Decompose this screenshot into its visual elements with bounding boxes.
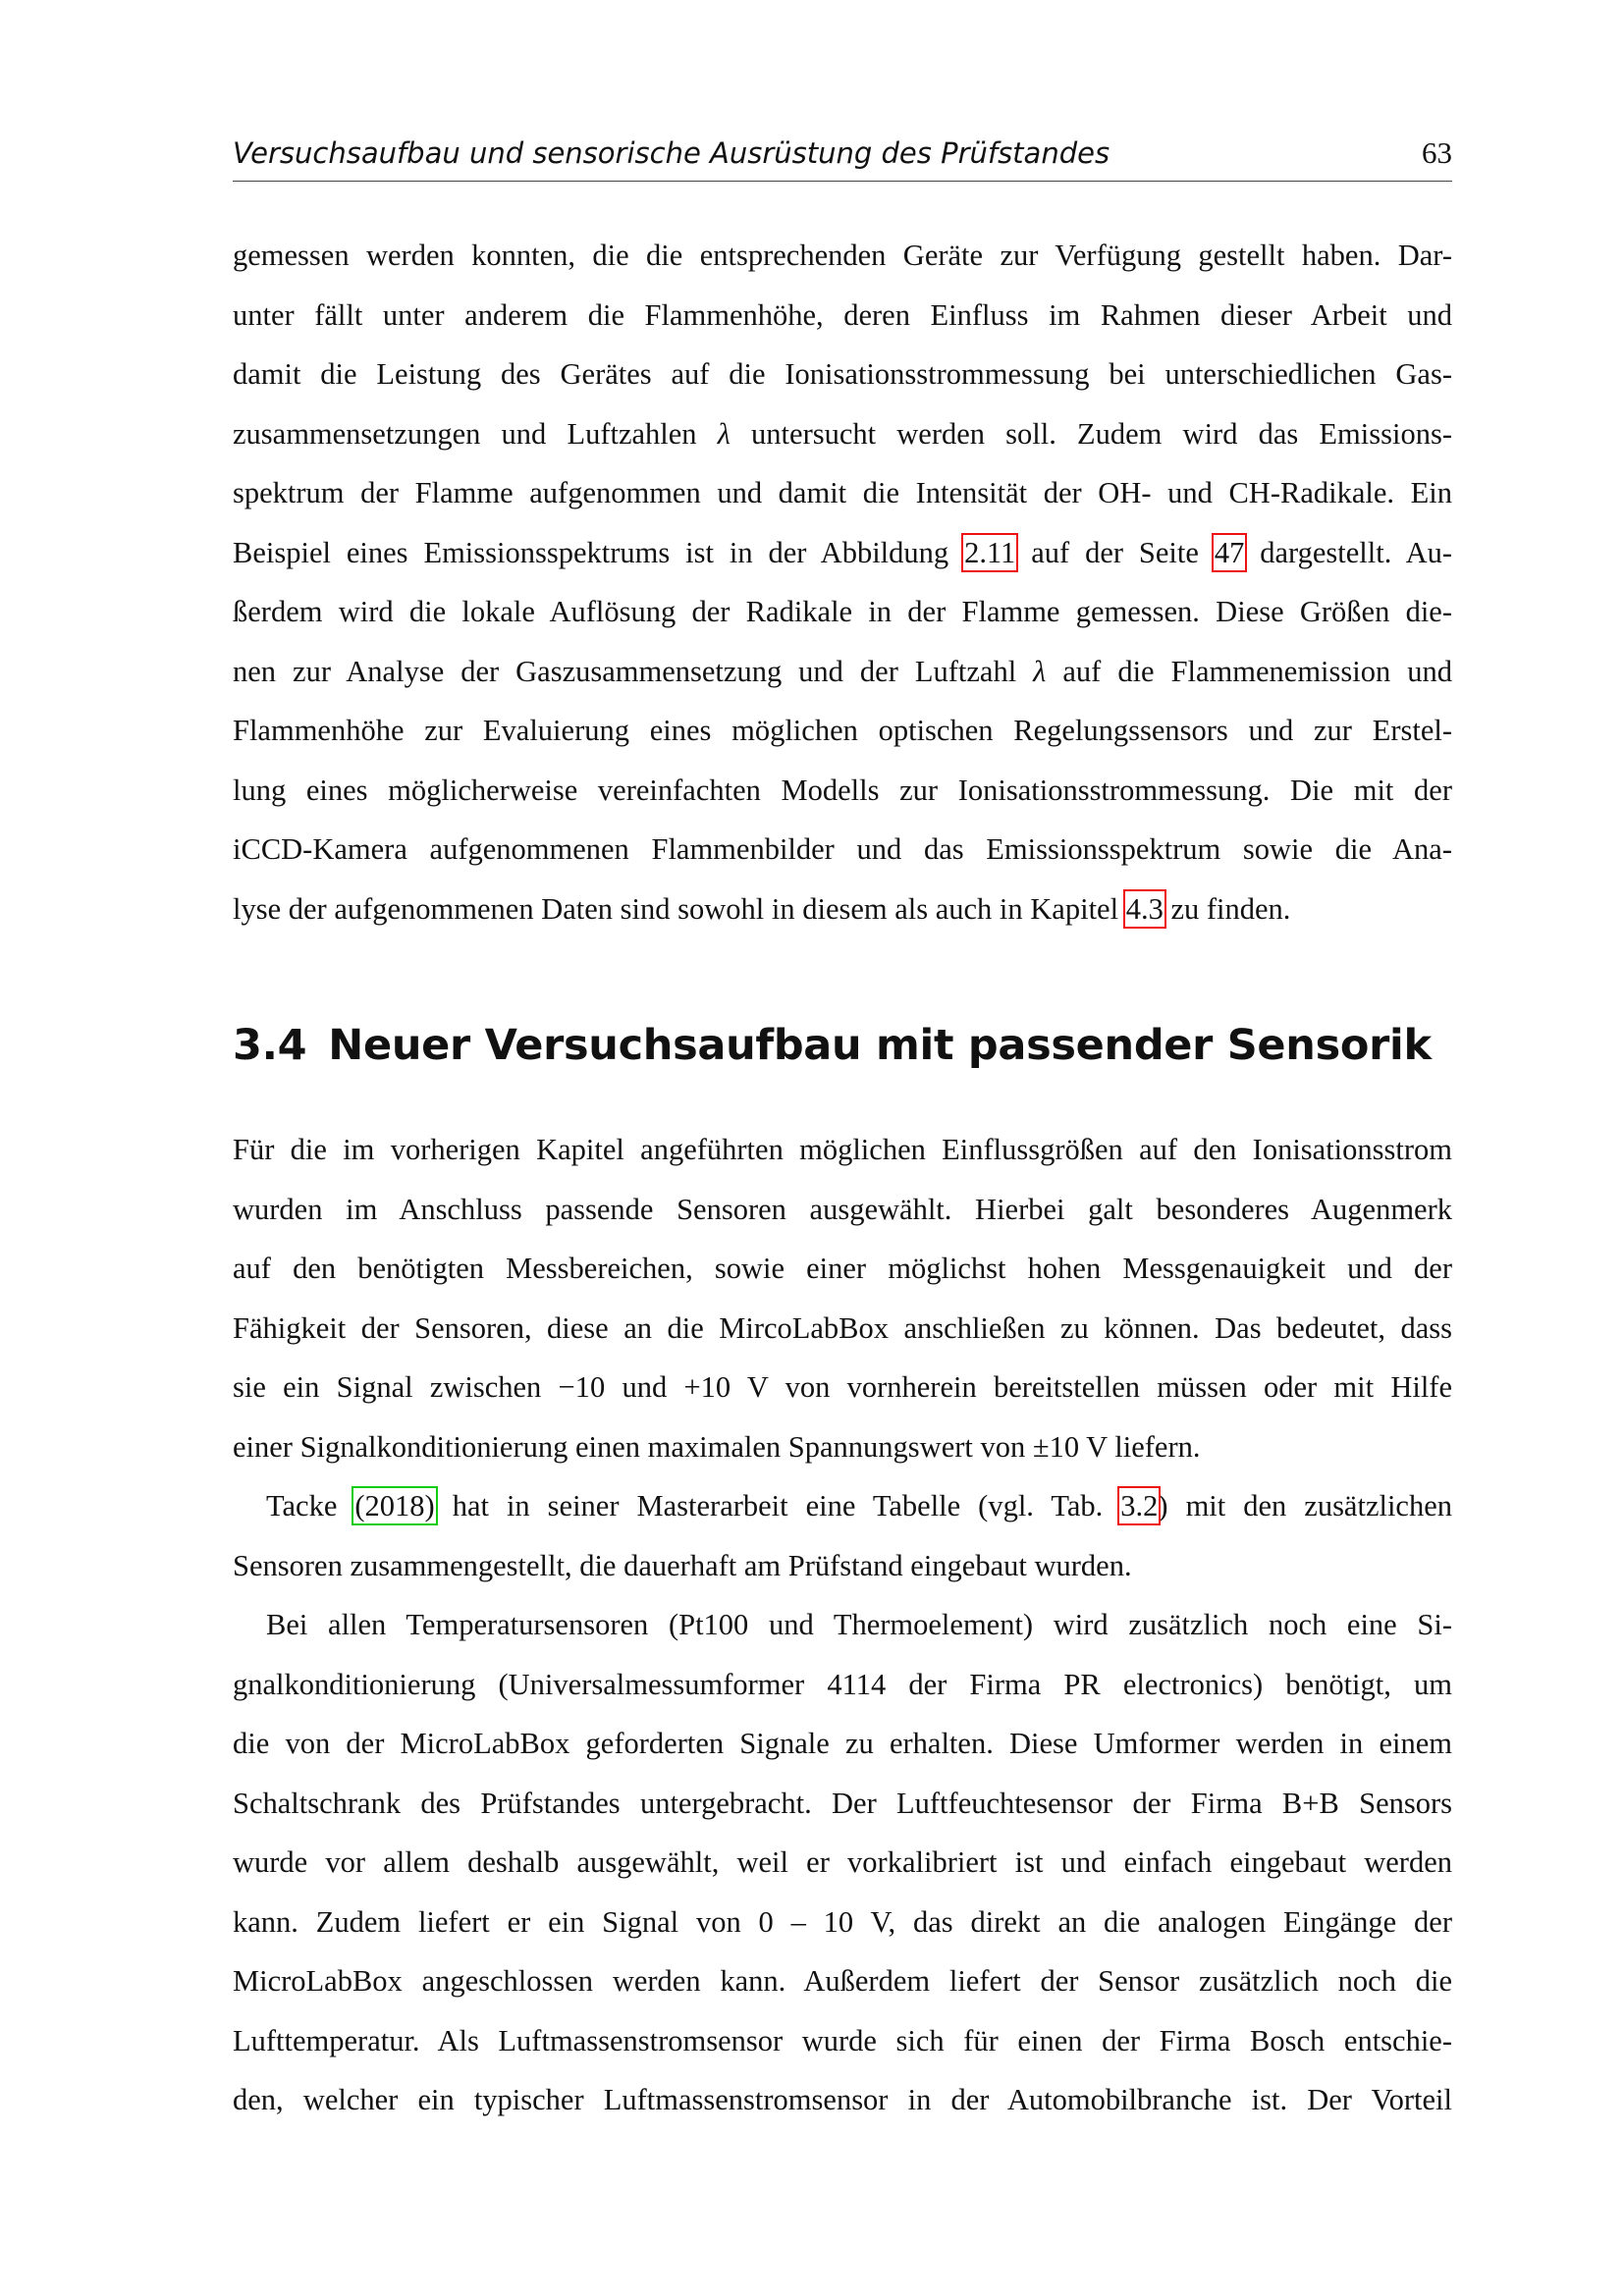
section-number: 3.4 bbox=[233, 1021, 307, 1070]
page-link[interactable]: 47 bbox=[1214, 535, 1245, 569]
text-line: lung eines möglicherweise vereinfachten Modells zur Ionisationsstrommessung. Die mit der bbox=[233, 773, 1452, 807]
paragraph-1 bbox=[233, 226, 1452, 938]
text-line: auf den benötigten Messbereichen, sowie einer möglichst hohen Messgenauigkeit und der bbox=[233, 1252, 1452, 1285]
text-segment: auf die Flammenemission und bbox=[1046, 654, 1452, 688]
text-line: die von der MicroLabBox geforderten Signale zu erhalten. Diese Umformer werden in einem bbox=[233, 1727, 1452, 1760]
text-line: spektrum der Flamme aufgenommen und damit die Intensität der OH- und CH-Radikale. Ein bbox=[233, 476, 1452, 509]
running-title: Versuchsaufbau und sensorische Ausrüstung des Prüfstandes bbox=[233, 136, 1110, 170]
figure-link[interactable]: 2.11 bbox=[964, 535, 1016, 569]
table-link[interactable]: 3.2 bbox=[1120, 1489, 1159, 1522]
text-line: gemessen werden konnten, die die entsprechenden Geräte zur Verfügung gestellt haben. Dar- bbox=[233, 239, 1452, 272]
text-line bbox=[233, 880, 1452, 939]
text-line: gnalkonditionierung (Universalmessumformer 4114 der Firma PR electronics) benötigt, um bbox=[233, 1667, 1452, 1701]
text-line: Sensoren zusammengestellt, die dauerhaft am Prüfstand eingebaut wurden. bbox=[233, 1548, 1132, 1582]
text-line: kann. Zudem liefert er ein Signal von 0 – 10 V, das direkt an die analogen Eingänge der bbox=[233, 1904, 1452, 1939]
lambda-symbol: λ bbox=[1033, 654, 1047, 688]
paragraph-3 bbox=[233, 1476, 1452, 1595]
text-segment: lyse der aufgenommenen Daten sind sowohl in diesem als auch in Kapitel bbox=[233, 891, 1126, 926]
section-title: Neuer Versuchsaufbau mit passender Sensorik bbox=[328, 1021, 1432, 1070]
text-line: wurden im Anschluss passende Sensoren ausgewählt. Hierbei galt besonderes Augenmerk bbox=[233, 1192, 1452, 1226]
text-line: Für die im vorherigen Kapitel angeführten möglichen Einflussgrößen auf den Ionisationsstrom bbox=[233, 1133, 1452, 1166]
text-line: den, welcher ein typischer Luftmassenstromsensor in der Automobilbranche ist. Der Vorteil bbox=[233, 2083, 1452, 2116]
text-segment: Beispiel eines Emissionsspektrums ist in der Abbildung bbox=[233, 535, 965, 569]
text-segment: zu finden. bbox=[1163, 891, 1291, 926]
text-line: Schaltschrank des Prüfstandes untergebracht. Der Luftfeuchtesensor der Firma B+B Sensors bbox=[233, 1786, 1452, 1820]
text-line: Lufttemperatur. Als Luftmassenstromsensor wurde sich für einen der Firma Bosch entschie- bbox=[233, 2023, 1452, 2057]
lambda-symbol: λ bbox=[717, 416, 731, 451]
text-segment: zusammensetzungen und Luftzahlen bbox=[233, 416, 718, 451]
text-segment: Tacke bbox=[266, 1489, 355, 1522]
text-line: unter fällt unter anderem die Flammenhöhe, deren Einfluss im Rahmen dieser Arbeit und bbox=[233, 297, 1452, 332]
text-segment: auf der Seite bbox=[1015, 535, 1215, 569]
text-segment: hat in seiner Masterarbeit eine Tabelle (vgl. Tab. bbox=[434, 1489, 1121, 1522]
text-line: MicroLabBox angeschlossen werden kann. Außerdem liefert der Sensor zusätzlich noch die bbox=[233, 1964, 1452, 1998]
text-segment: ) mit den zusätzlichen bbox=[1158, 1489, 1453, 1522]
text-line: damit die Leistung des Gerätes auf die Ionisationsstrommessung bei unterschiedlichen Gas- bbox=[233, 357, 1452, 391]
section-heading bbox=[233, 1021, 1452, 1070]
paragraph-4 bbox=[233, 1595, 1452, 2130]
text-line: sie ein Signal zwischen −10 und +10 V von vornherein bereitstellen müssen oder mit Hilfe bbox=[233, 1370, 1452, 1404]
paragraph-2 bbox=[233, 1120, 1452, 1476]
running-header bbox=[233, 135, 1452, 182]
text-segment: dargestellt. Au- bbox=[1244, 535, 1453, 569]
citation-link[interactable]: (2018) bbox=[354, 1489, 435, 1522]
text-line: Bei allen Temperatursensoren (Pt100 und Thermoelement) wird zusätzlich noch eine Si- bbox=[266, 1608, 1452, 1641]
text-line bbox=[233, 642, 1452, 702]
text-line bbox=[233, 404, 1452, 464]
text-line: Flammenhöhe zur Evaluierung eines möglichen optischen Regelungssensors und zur Erstel- bbox=[233, 714, 1452, 747]
text-line bbox=[233, 1476, 1452, 1536]
text-line: wurde vor allem deshalb ausgewählt, weil er vorkalibriert ist und einfach eingebaut werden bbox=[233, 1845, 1452, 1879]
chapter-link[interactable]: 4.3 bbox=[1125, 891, 1164, 926]
text-line: ßerdem wird die lokale Auflösung der Radikale in der Flamme gemessen. Diese Größen die- bbox=[233, 595, 1452, 628]
text-segment: untersucht werden soll. Zudem wird das Emissions- bbox=[730, 416, 1452, 451]
text-segment: nen zur Analyse der Gaszusammensetzung und der Luftzahl bbox=[233, 654, 1034, 688]
text-line: iCCD-Kamera aufgenommenen Flammenbilder und das Emissionsspektrum sowie die Ana- bbox=[233, 832, 1452, 866]
text-line: Fähigkeit der Sensoren, diese an die MircoLabBox anschließen zu können. Das bedeutet, dass bbox=[233, 1310, 1452, 1345]
page-number: 63 bbox=[1422, 135, 1452, 170]
text-line bbox=[233, 523, 1452, 583]
text-line: einer Signalkonditionierung einen maximalen Spannungswert von ±10 V liefern. bbox=[233, 1429, 1201, 1464]
